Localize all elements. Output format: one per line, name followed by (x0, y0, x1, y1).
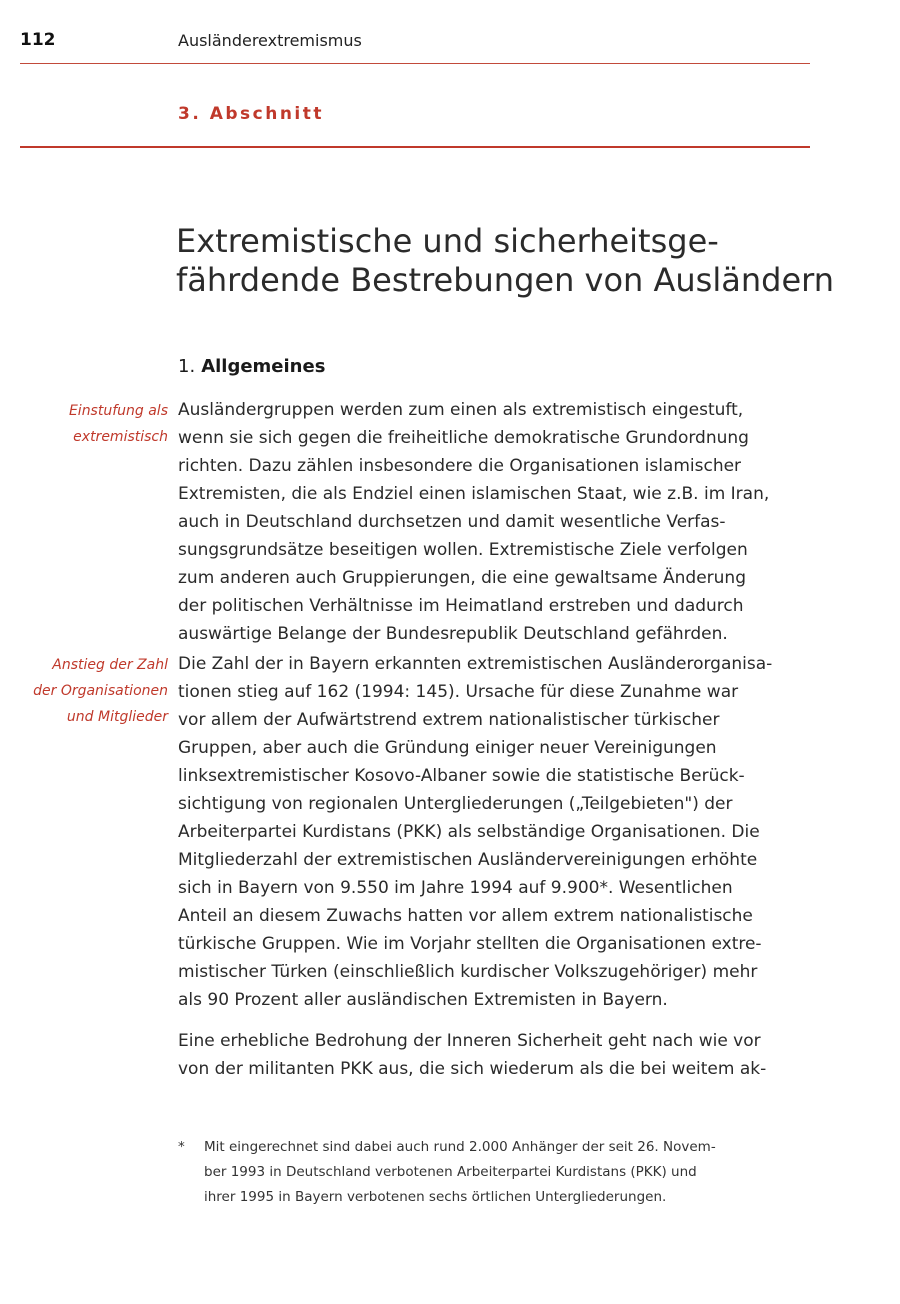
paragraph-line: linksextremistischer Kosovo-Albaner sowie die statistische Berück- (178, 766, 745, 786)
header-divider (20, 63, 810, 64)
margin-note-line: extremistisch (73, 429, 168, 445)
paragraph-line: Arbeiterpartei Kurdistans (PKK) als selbständige Organisationen. Die (178, 822, 760, 842)
paragraph-line: mistischer Türken (einschließlich kurdischer Volkszugehöriger) mehr (178, 962, 758, 982)
paragraph-line: Eine erhebliche Bedrohung der Inneren Sicherheit geht nach wie vor (178, 1031, 761, 1051)
paragraph-line: auch in Deutschland durchsetzen und damit wesentliche Verfas- (178, 512, 726, 532)
paragraph-line: als 90 Prozent aller ausländischen Extremisten in Bayern. (178, 990, 668, 1010)
margin-note-line: Anstieg der Zahl (52, 657, 168, 673)
margin-note-line: und Mitglieder (66, 709, 168, 725)
paragraph-line: Mitgliederzahl der extremistischen Ausländervereinigungen erhöhte (178, 850, 758, 870)
body-paragraph (178, 1027, 818, 1083)
margin-note-line: der Organisationen (33, 683, 168, 699)
footnote-line: Mit eingerechnet sind dabei auch rund 2.000 Anhänger der seit 26. Novem- (204, 1139, 716, 1155)
paragraph-line: Ausländergruppen werden zum einen als extremistisch eingestuft, (178, 400, 744, 420)
chapter-title (176, 222, 834, 300)
paragraph-line: Anteil an diesem Zuwachs hatten vor allem extrem nationalistische (178, 906, 753, 926)
footnote-marker: * (178, 1139, 185, 1155)
paragraph-line: tionen stieg auf 162 (1994: 145). Ursache für diese Zunahme war (178, 682, 739, 702)
paragraph-line: der politischen Verhältnisse im Heimatland erstreben und dadurch (178, 596, 744, 616)
body-paragraph (178, 650, 818, 1014)
paragraph-line: sungsgrundsätze beseitigen wollen. Extremistische Ziele verfolgen (178, 540, 748, 560)
margin-note-line: Einstufung als (68, 403, 168, 419)
paragraph-line: türkische Gruppen. Wie im Vorjahr stellten die Organisationen extre- (178, 934, 762, 954)
footnote-line: ihrer 1995 in Bayern verbotenen sechs örtlichen Untergliederungen. (204, 1189, 667, 1205)
section-label: 3. Abschnitt (178, 104, 325, 124)
paragraph-line: vor allem der Aufwärtstrend extrem nationalistischer türkischer (178, 710, 720, 730)
paragraph-line: wenn sie sich gegen die freiheitliche demokratische Grundordnung (178, 428, 749, 448)
paragraph-line: richten. Dazu zählen insbesondere die Organisationen islamischer (178, 456, 742, 476)
paragraph-line: von der militanten PKK aus, die sich wiederum als die bei weitem ak- (178, 1059, 767, 1079)
page-number: 112 (20, 30, 56, 50)
margin-note-increase (12, 652, 168, 730)
chapter-title-line: fährdende Bestrebungen von Ausländern (176, 261, 834, 299)
paragraph-line: Die Zahl der in Bayern erkannten extremistischen Ausländerorganisa- (178, 654, 773, 674)
paragraph-line: auswärtige Belange der Bundesrepublik Deutschland gefährden. (178, 624, 728, 644)
body-paragraph (178, 396, 818, 648)
margin-note-classification (12, 398, 168, 450)
subheading-text: Allgemeines (201, 356, 326, 377)
subheading (178, 356, 325, 377)
footnote-text (204, 1135, 818, 1210)
subheading-number: 1. (178, 356, 196, 377)
chapter-title-line: Extremistische und sicherheitsge- (176, 222, 719, 260)
footnote-line: ber 1993 in Deutschland verbotenen Arbeiterpartei Kurdistans (PKK) und (204, 1164, 697, 1180)
section-divider (20, 146, 810, 148)
paragraph-line: sich in Bayern von 9.550 im Jahre 1994 auf 9.900*. Wesentlichen (178, 878, 733, 898)
running-title: Ausländerextremismus (178, 31, 362, 50)
paragraph-line: Gruppen, aber auch die Gründung einiger neuer Vereinigungen (178, 738, 717, 758)
paragraph-line: zum anderen auch Gruppierungen, die eine gewaltsame Änderung (178, 568, 746, 588)
paragraph-line: Extremisten, die als Endziel einen islamischen Staat, wie z.B. im Iran, (178, 484, 770, 504)
footnote (178, 1135, 818, 1210)
paragraph-line: sichtigung von regionalen Untergliederungen („Teilgebieten") der (178, 794, 733, 814)
